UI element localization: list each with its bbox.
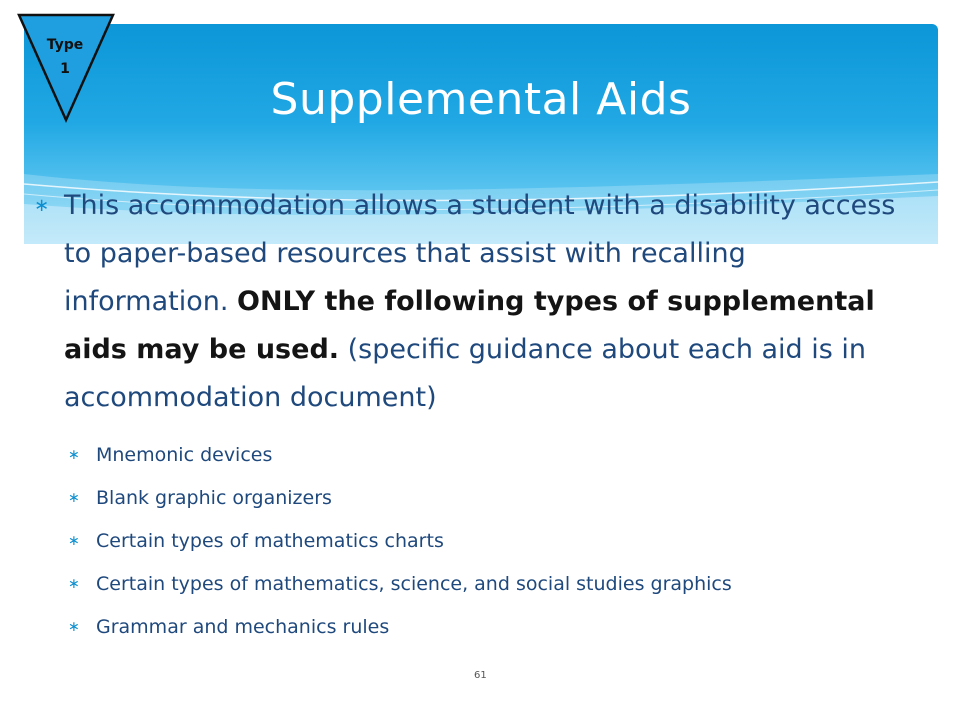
sub-bullet-item xyxy=(34,606,914,649)
main-bullet xyxy=(34,182,914,422)
main-bullet-text-emphasis: ONLY the following types of supplemental aids may be used. xyxy=(64,286,875,365)
sub-bullet-text: Blank graphic organizers xyxy=(96,487,332,509)
sub-bullet-star-icon: ∗ xyxy=(68,619,80,635)
sub-bullet-item xyxy=(34,563,914,606)
sub-bullet-star-icon: ∗ xyxy=(68,447,80,463)
type-badge-word: Type xyxy=(46,37,84,53)
sub-bullet-text: Mnemonic devices xyxy=(96,444,273,466)
type-badge-label xyxy=(30,33,100,81)
sub-bullet-text: Certain types of mathematics, science, and social studies graphics xyxy=(96,573,732,595)
sub-bullet-item xyxy=(34,477,914,520)
slide-title: Supplemental Aids xyxy=(270,74,692,125)
sub-bullet-item xyxy=(34,434,914,477)
sub-bullet-text: Certain types of mathematics charts xyxy=(96,530,444,552)
sub-bullet-item xyxy=(34,520,914,563)
sub-bullet-star-icon: ∗ xyxy=(68,490,80,506)
sub-bullet-star-icon: ∗ xyxy=(68,576,80,592)
main-bullet-text-note: (specific guidance about each aid is in accommodation document) xyxy=(64,334,867,413)
bullet-star-icon: ∗ xyxy=(34,195,50,216)
sub-bullet-text: Grammar and mechanics rules xyxy=(96,616,390,638)
sub-bullet-list xyxy=(34,434,914,649)
main-bullet-text-intro: This accommodation allows a student with a disability access to paper-based resources that assist with recalling information. xyxy=(64,190,896,317)
type-badge-number: 1 xyxy=(60,61,70,77)
slide-content xyxy=(34,182,914,649)
page-number: 61 xyxy=(474,670,487,681)
sub-bullet-star-icon: ∗ xyxy=(68,533,80,549)
